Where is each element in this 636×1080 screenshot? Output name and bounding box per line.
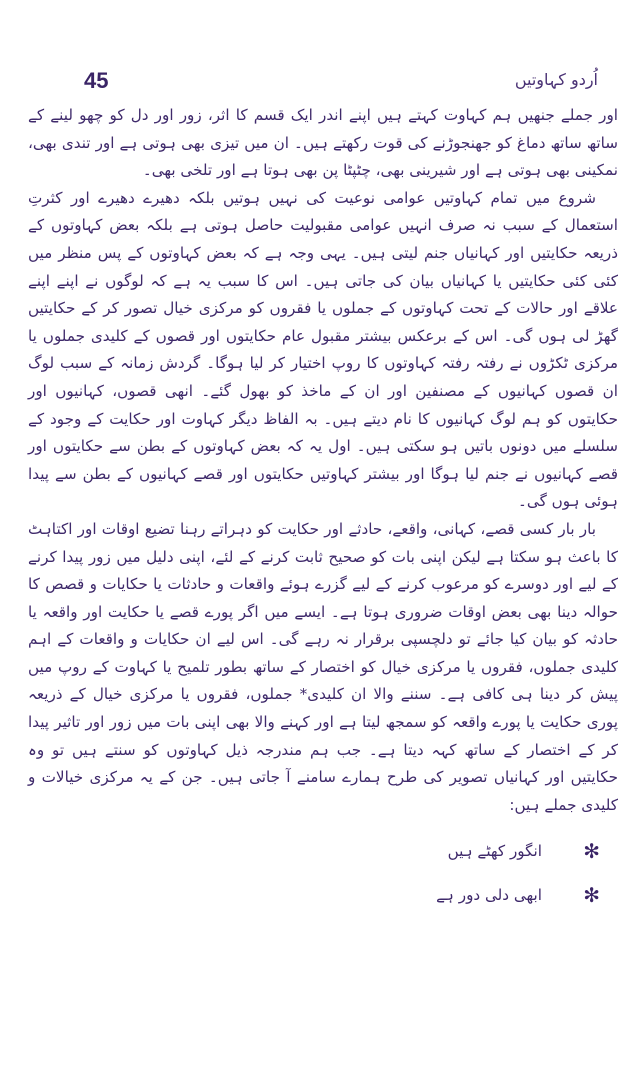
asterisk-icon: ✻ — [583, 838, 600, 863]
body-text — [28, 102, 618, 917]
proverb-text: انگور کھٹے ہیں — [447, 841, 542, 860]
paragraph-3: بار بار کسی قصے، کہانی، واقعے، حادثے اور حکایت کو دہراتے رہنا تضیع اوقات اور اکتاہٹ کا باعث ہو سکتا ہے لیکن اپنی بات کو صحیح ثابت کرنے کے لئے، اپنی دلیل میں زور پیدا کرنے کے لیے اور دوسرے کو مرعوب کرنے کے لیے گزرے ہوئے واقعات و حادثات یا حکایات و قصص کا حوالہ دینا بھی بعض اوقات ضروری ہوتا ہے۔ ایسے میں اگر پورے قصے یا حکایت اور واقعہ یا حادثہ کو بیان کیا جائے تو دلچسپی برقرار نہ رہے گی۔ اس لیے ان حکایات و واقعات کے اہم کلیدی جملوں، فقروں یا مرکزی خیال کو اختصار کے ساتھ بطور تلمیح یا کہاوت کے روپ میں پیش کر دینا ہی کافی ہے۔ سننے والا ان کلیدی* جملوں، فقروں یا مرکزی خیال کے ذریعہ پوری حکایت یا پورے واقعہ کو سمجھ لیتا ہے اور کہنے والا بھی اپنی بات میں زور اور تاثیر پیدا کر کے اختصار کے ساتھ کہہ دیتا ہے۔ جب ہم مندرجہ ذیل کہاوتوں کو سنتے ہیں تو وہ حکایتیں اور کہانیاں تصویر کی طرح ہمارے سامنے آ جاتی ہیں۔ جن کے یہ مرکزی خیالات و کلیدی جملے ہیں: — [28, 519, 618, 814]
proverb-item — [28, 829, 618, 873]
paragraph-2: شروع میں تمام کہاوتیں عوامی نوعیت کی نہیں ہوتیں بلکہ دھیرے دھیرے اور کثرتِ استعمال کے سبب نہ صرف انہیں عوامی مقبولیت حاصل ہوتی ہے بلکہ بعض کہاوتوں کے ذریعہ حکایتیں اور کہانیاں جنم لیتی ہیں۔ یہی وجہ ہے کہ بعض کہاوتوں کے پس منظر میں کئی کئی حکایتیں یا کہانیاں بیان کی جاتی ہیں۔ اس کا سبب یہ ہے کہ لوگوں نے اپنے اپنے علاقے اور حالات کے تحت کہاوتوں کے جملوں یا فقروں کو مرکزی خیال تصور کر کے حکایتیں گھڑ لی ہوں گی۔ اس کے برعکس بیشتر مقبول عام حکایتوں اور قصوں کے کلیدی جملوں یا مرکزی ٹکڑوں نے رفتہ رفتہ کہاوتوں کا روپ اختیار کر لیا ہوگا۔ گردش زمانہ کے سبب لوگ ان قصوں کہانیوں کے مصنفین اور ان کے ماخذ کو بھول گئے۔ انھی قصوں، کہانیوں اور حکایتوں کو ہم لوگ کہانیوں کا نام دیتے ہیں۔ بہ الفاظ دیگر کہاوت اور حکایت کے وجود کے سلسلے میں دونوں باتیں ہو سکتی ہیں۔ اول یہ کہ بعض کہاوتوں کے بطن سے حکایتوں اور قصے کہانیوں نے جنم لیا ہوگا اور بیشتر کہاوتیں حکایتوں اور قصے کہانیوں کے بطن سے پیدا ہوئی ہوں گی۔ — [28, 188, 618, 511]
proverb-text: ابھی دلی دور ہے — [436, 885, 542, 904]
paragraph-1: اور جملے جنھیں ہم کہاوت کہتے ہیں اپنے اندر ایک قسم کا اثر، زور اور دل کو چھو لینے کے ساتھ ساتھ دماغ کو جھنجوڑنے کی قوت رکھتے ہیں۔ ان میں تیزی بھی ہوتی ہے اور تندی بھی، نمکینی بھی ہوتی ہے اور شیرینی بھی، چٹپٹا پن بھی ہوتا ہے اور تلخی بھی۔ — [28, 106, 618, 180]
asterisk-icon: ✻ — [583, 882, 600, 907]
page-number: 45 — [84, 68, 109, 93]
proverb-item — [28, 873, 618, 917]
running-title: اُردو کہاوتیں — [514, 70, 598, 89]
proverb-list — [28, 829, 618, 917]
